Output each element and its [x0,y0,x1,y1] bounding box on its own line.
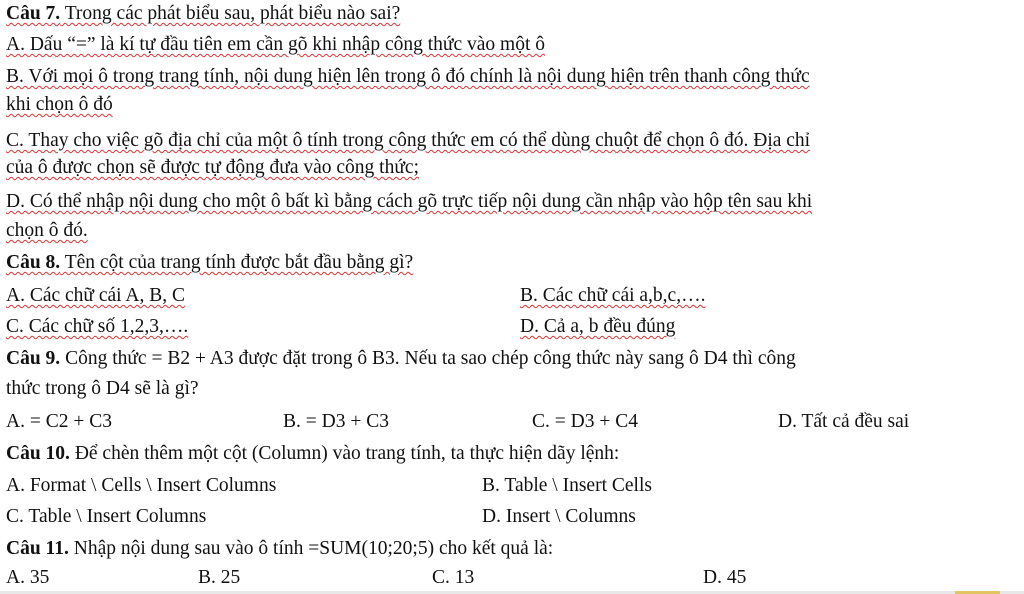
question-7-title [6,2,400,26]
q9-option-d: D. Tất cả đều sai [778,411,910,432]
q7-option-c-line1: C. Thay cho việc gõ địa chỉ của một ô tính trong công thức em có thể dùng chuột để chọn ô đó. Địa chỉ [6,130,811,151]
q8-option-d: D. Cả a, b đều đúng [520,316,676,337]
q11-option-a: A. 35 [6,567,50,588]
q7-option-c-line2: của ô được chọn sẽ được tự động đưa vào công thức; [6,157,419,178]
q9-option-b: B. = D3 + C3 [283,411,389,432]
q10-option-a: A. Format \ Cells \ Insert Columns [6,475,277,496]
q9-option-a: A. = C2 + C3 [6,411,112,432]
question-10-text: Để chèn thêm một cột (Column) vào trang tính, ta thực hiện dãy lệnh: [69,443,620,464]
question-9-text-line2: thức trong ô D4 sẽ là gì? [6,378,199,399]
q10-option-d: D. Insert \ Columns [482,506,636,527]
q7-option-b-line2: khi chọn ô đó [6,94,113,115]
q10-option-c: C. Table \ Insert Columns [6,506,207,527]
q10-option-b: B. Table \ Insert Cells [482,475,652,496]
question-8-number: Câu 8. [6,252,61,273]
q7-option-d-line1: D. Có thể nhập nội dung cho một ô bất kì bằng cách gõ trực tiếp nội dung cần nhập vào hộp tên sau khi [6,191,813,212]
question-11-title [6,537,553,561]
q7-option-b-line1: B. Với mọi ô trong trang tính, nội dung hiện lên trong ô đó chính là nội dung hiện trên thanh công thức [6,66,810,87]
q11-option-d: D. 45 [703,567,747,588]
question-9-text-line1: Công thức = B2 + A3 được đặt trong ô B3. Nếu ta sao chép công thức này sang ô D4 thì công [60,348,796,369]
q11-option-b: B. 25 [198,567,241,588]
question-11-text: Nhập nội dung sau vào ô tính =SUM(10;20;5) cho kết quả là: [68,538,554,559]
question-9-title [6,347,796,371]
q8-option-b: B. Các chữ cái a,b,c,…. [520,285,706,306]
q8-option-a: A. Các chữ cái A, B, C [6,285,185,306]
question-11-number: Câu 11. [6,538,69,559]
q7-option-d-line2: chọn ô đó. [6,220,88,241]
q7-option-a: A. Dấu “=” là kí tự đầu tiên em cần gõ khi nhập công thức vào một ô [6,34,545,55]
question-10-number: Câu 10. [6,443,70,464]
q9-option-c: C. = D3 + C4 [532,411,638,432]
question-7-text: Trong các phát biểu sau, phát biểu nào sai? [60,3,401,24]
q8-option-c: C. Các chữ số 1,2,3,…. [6,316,189,337]
question-8-text: Tên cột của trang tính được bắt đầu bằng gì? [60,252,414,273]
q11-option-c: C. 13 [432,567,475,588]
question-7-number: Câu 7. [6,3,61,24]
question-10-title [6,442,619,466]
question-9-number: Câu 9. [6,348,61,369]
question-8-title [6,251,413,275]
